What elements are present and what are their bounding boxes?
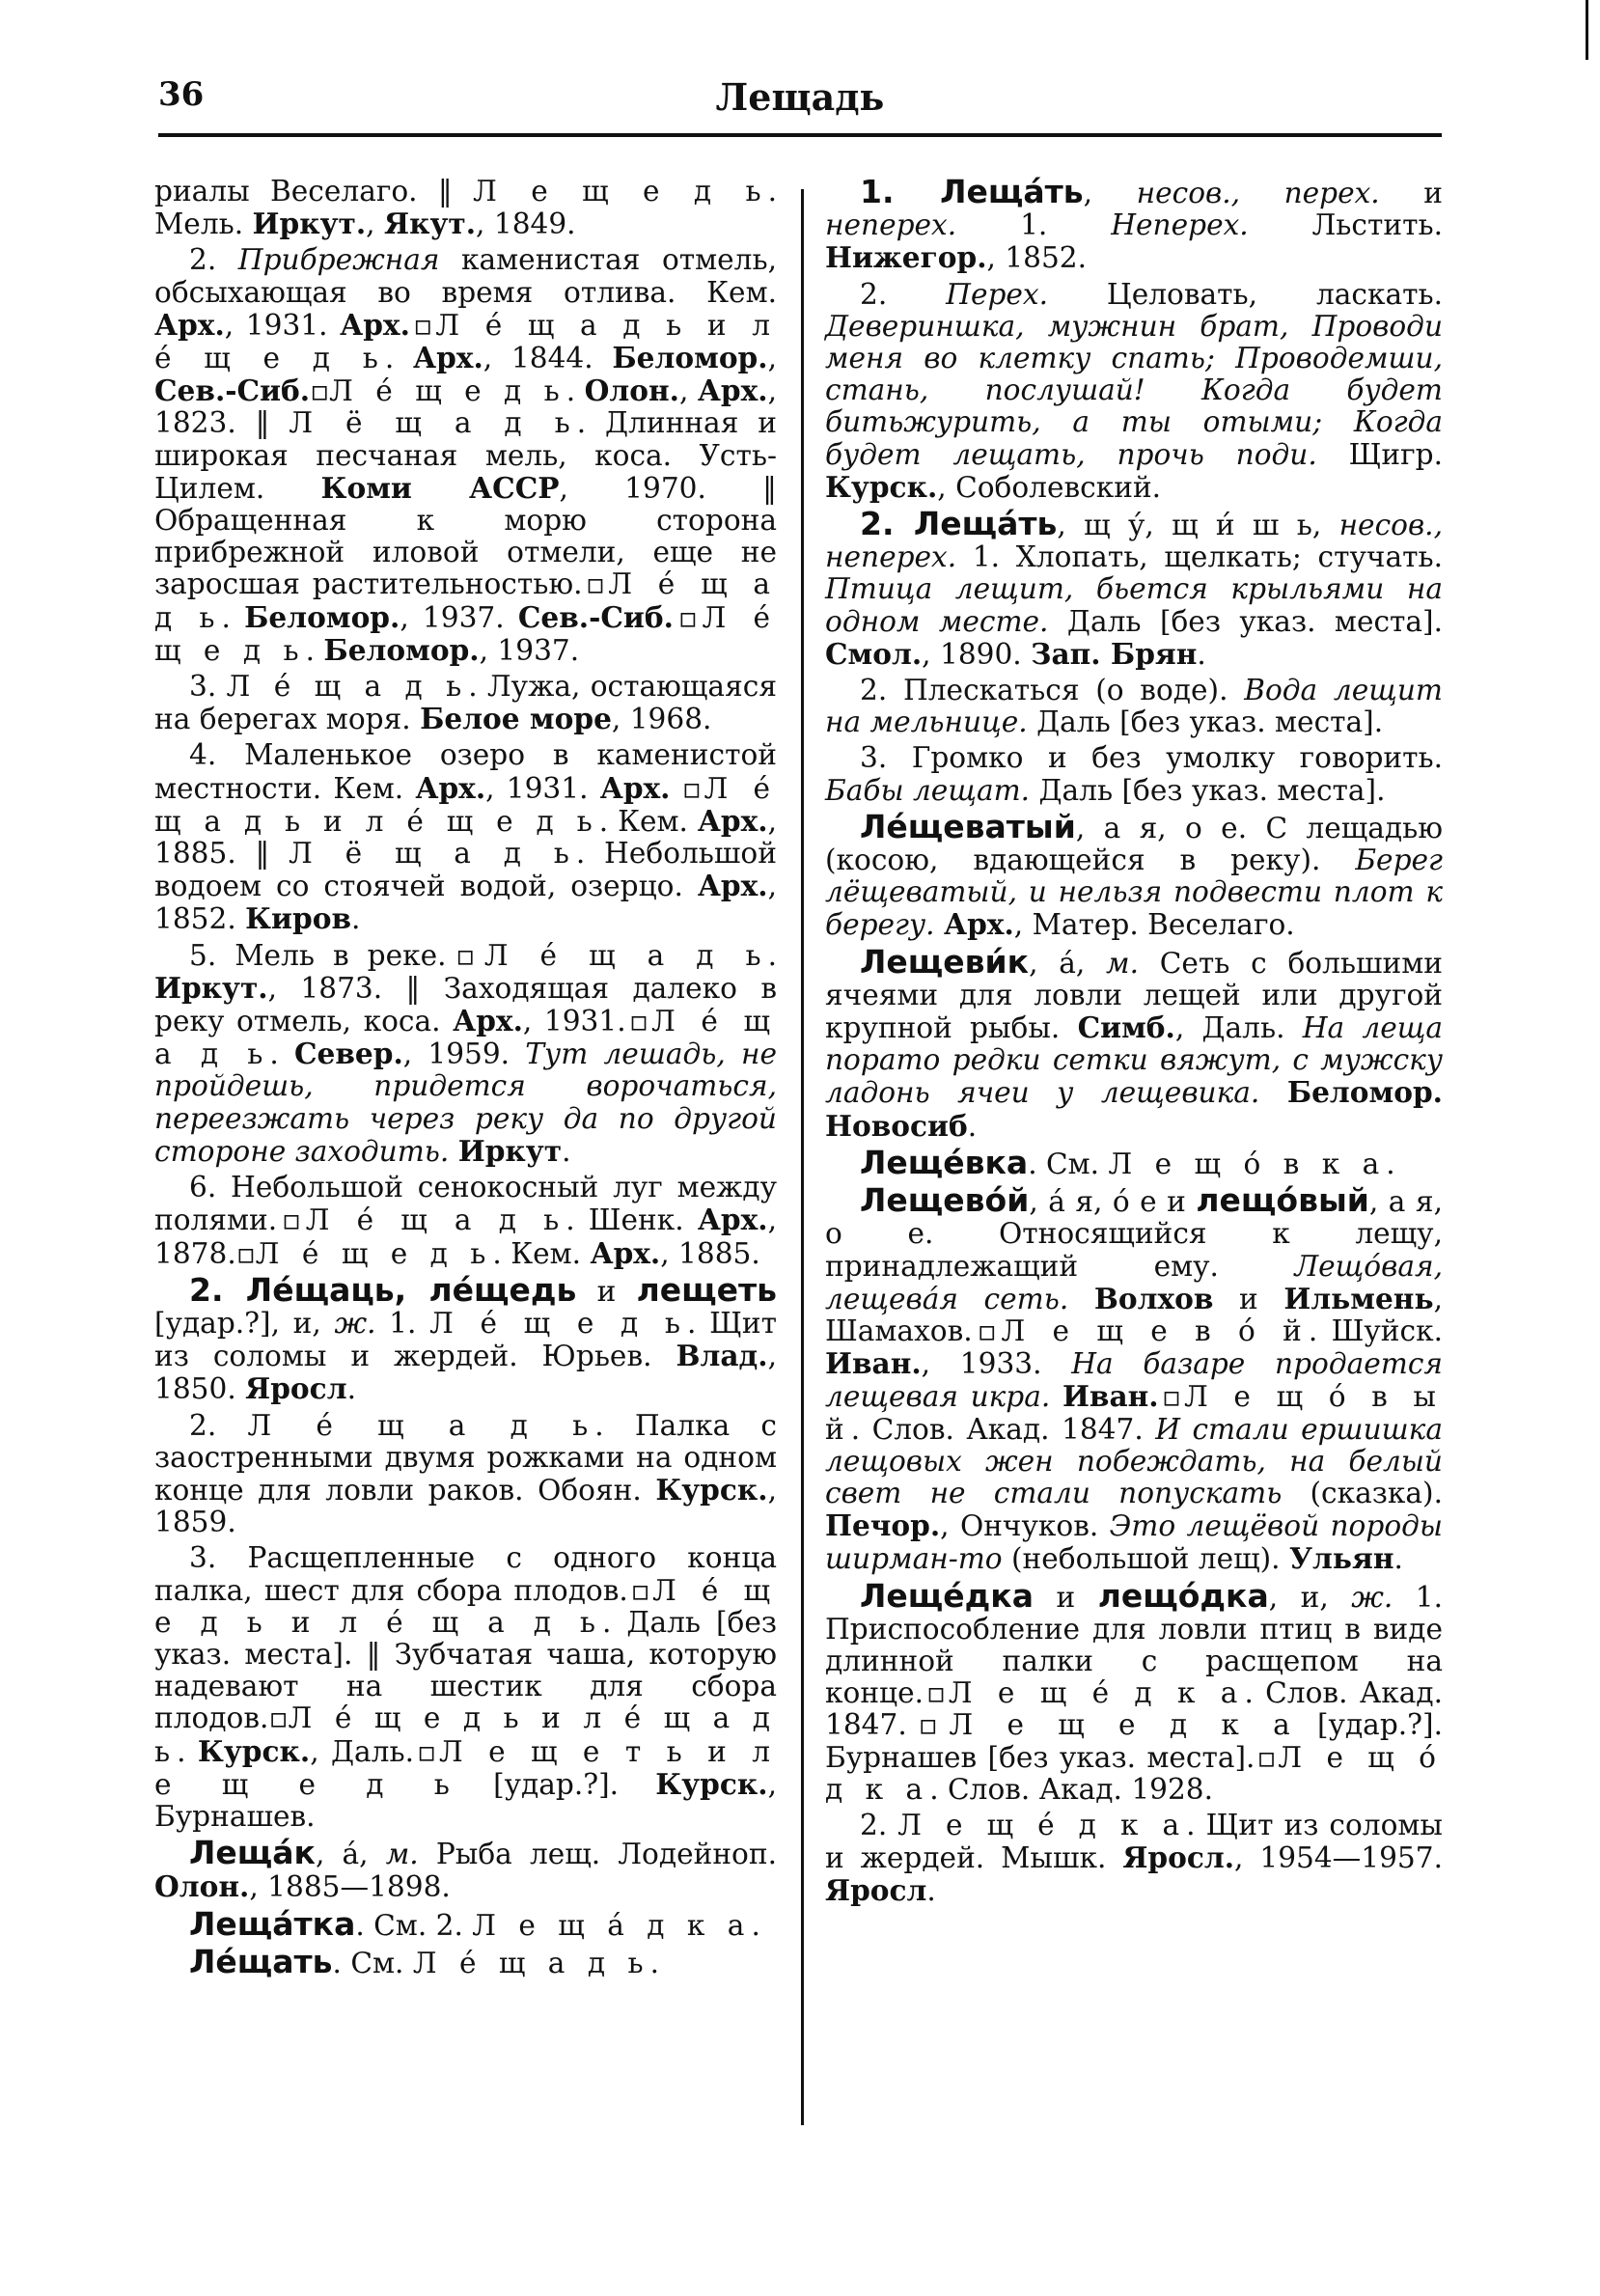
headword: Леще́дка bbox=[860, 1576, 1034, 1615]
text-run: 1. bbox=[375, 1306, 430, 1340]
text-run: . Щит из соломы и жердей. Мышк. bbox=[825, 1808, 1443, 1875]
sense-4 bbox=[154, 739, 777, 935]
spaced-form: Л е́ щ а д ь bbox=[154, 1005, 777, 1071]
source-label: Печор. bbox=[825, 1508, 941, 1543]
text-run: каменистая отмель, обсыхающая во время отлива. Кем. bbox=[154, 243, 777, 309]
source-label: Иркут. bbox=[252, 207, 367, 241]
source-label: Иван. bbox=[1062, 1379, 1159, 1414]
text-run: ▫ bbox=[277, 1203, 306, 1237]
spaced-form: Л е́ щ а д ь и л е́ щ е д ь bbox=[154, 308, 777, 375]
italic-text: На базаре продается лещевая икра. bbox=[825, 1347, 1443, 1414]
source-label: Ульян bbox=[1288, 1541, 1394, 1576]
text-run: , Ончуков. bbox=[940, 1509, 1110, 1543]
text-run: , bbox=[366, 207, 384, 241]
text-run: ▫ bbox=[446, 938, 484, 972]
text-run: , щ у́, щ и́ ш ь, bbox=[1057, 509, 1339, 542]
entry-leshchevik bbox=[825, 942, 1443, 1143]
text-run: . bbox=[1393, 1542, 1403, 1576]
text-run: , а́, bbox=[315, 1838, 386, 1871]
headword: Ле́щеватый bbox=[860, 807, 1076, 845]
source-label: Арх. bbox=[697, 869, 768, 903]
text-run: ▫ bbox=[268, 1701, 289, 1735]
source-label: Иван. bbox=[825, 1346, 922, 1381]
italic-text: Неперех. bbox=[1111, 208, 1249, 242]
text-run: . Кем. bbox=[492, 1236, 591, 1270]
text-run: риалы Веселаго. ‖ bbox=[154, 175, 474, 207]
text-run: , 1850. bbox=[154, 1340, 777, 1406]
text-run: ▫ bbox=[627, 1573, 653, 1607]
text-run: 2. Плескаться (о воде). bbox=[860, 674, 1245, 707]
sense-5 bbox=[154, 940, 777, 1168]
text-run: . Лужа, остающаяся на берегах моря. bbox=[154, 670, 777, 736]
text-run: 2. bbox=[189, 1408, 248, 1442]
text-run: , Соболевский. bbox=[937, 470, 1162, 504]
text-run: . bbox=[177, 1734, 198, 1768]
text-run: . Слов. Акад. 1928. bbox=[929, 1772, 1214, 1806]
italic-text: Берег лёщеватый, и нельзя подвести плот к берегу. bbox=[825, 844, 1443, 942]
text-run: 6. Небольшой сенокосный луг между полями. bbox=[154, 1171, 777, 1237]
text-run: и bbox=[1213, 1282, 1284, 1315]
text-run: , 1931. bbox=[522, 1005, 626, 1038]
column-divider bbox=[801, 189, 804, 2125]
spaced-form: Л е́ щ е д ь bbox=[255, 1236, 493, 1270]
text-run: ▫ bbox=[582, 567, 609, 601]
text-run: ▫ bbox=[1255, 1740, 1279, 1774]
source-label: Яросл bbox=[245, 1371, 347, 1406]
left-column bbox=[154, 176, 777, 1983]
source-label: Арх. bbox=[590, 1235, 661, 1270]
text-run: . Длинная и широкая песчаная мель, коса. Усть-Цилем. bbox=[154, 406, 778, 505]
spaced-form: Л е щ е д ь bbox=[473, 175, 768, 207]
text-run: , а я, о е. С лещадью (косою, вдающейся в реку). bbox=[825, 811, 1443, 877]
source-label: Арх. bbox=[340, 307, 410, 342]
entry-leshchat-2-sense-3 bbox=[825, 742, 1443, 806]
text-run: . bbox=[1386, 1147, 1395, 1180]
italic-text: И стали ершишка лещовых жен побеждать, на белый свет не стали попускать bbox=[825, 1412, 1443, 1509]
text-run: . Даль [без указ. места]. ‖ Зубчатая чаша, которую надевают на шестик для сбора плодов. bbox=[154, 1605, 777, 1735]
source-label: Курск. bbox=[197, 1733, 311, 1768]
headword: Лещеви́к bbox=[860, 942, 1030, 981]
italic-text: Птица лещит, бьется крыльями на одном месте. bbox=[825, 572, 1443, 638]
italic-text: м. bbox=[1106, 946, 1139, 980]
page-number: 36 bbox=[158, 75, 205, 114]
text-run: . bbox=[967, 1109, 978, 1143]
headword: лещо́дка bbox=[1097, 1576, 1269, 1615]
source-label: Курск. bbox=[825, 469, 938, 504]
text-run: . Слов. Акад. 1847. bbox=[825, 1676, 1443, 1742]
text-run: . bbox=[346, 1372, 356, 1406]
text-run: 4. Маленькое озеро в каменистой местности. Кем. bbox=[154, 738, 777, 805]
text-run: , 1885—1898. bbox=[249, 1870, 451, 1904]
spaced-form: Л е́ щ е д ь bbox=[329, 374, 566, 408]
text-run: Сеть с большими ячеями для ловли лещей или другой крупной рыбы. bbox=[825, 946, 1443, 1045]
sense-2 bbox=[154, 244, 777, 667]
text-run: , bbox=[1083, 177, 1137, 209]
text-run: 1. bbox=[956, 208, 1112, 242]
spaced-form: Л е щ е́ д к а bbox=[948, 1676, 1245, 1710]
text-run: , Матер. Веселаго. bbox=[1013, 908, 1295, 942]
source-label: Арх. bbox=[697, 373, 768, 408]
text-run: . Кем. bbox=[598, 804, 698, 838]
text-run: , 1873. ‖ Заходящая далеко в реку отмель, коса. bbox=[154, 971, 777, 1038]
source-label: Ильмень bbox=[1283, 1281, 1434, 1315]
text-run: , 1937. bbox=[400, 600, 518, 634]
headword: лещеть bbox=[636, 1270, 777, 1309]
text-run: Рыба лещ. Лодейноп. bbox=[418, 1838, 777, 1871]
entry-leshchat-2-sense-2 bbox=[825, 675, 1443, 738]
italic-text: Бабы лещат. bbox=[825, 773, 1031, 807]
text-run: 3. Громко и без умолку говорить. bbox=[860, 741, 1443, 775]
italic-text: Девериншка, мужнин брат, Проводи меня во клетку спать; Проводемши, стань, послушай! Когда будет битьжурить, а ты отыми; Когда будет лещать, прочь поди. bbox=[825, 309, 1443, 471]
text-run bbox=[1068, 1283, 1094, 1315]
spaced-form: Л е́ щ а д ь bbox=[247, 1408, 595, 1442]
text-run: Даль [без указ. места]. bbox=[1027, 705, 1384, 739]
headword: лещо́вый bbox=[1196, 1181, 1369, 1220]
source-label: Беломор. bbox=[323, 632, 480, 667]
text-run: 2. bbox=[860, 1808, 898, 1841]
spaced-form: Л е́ щ а д ь bbox=[305, 1203, 566, 1237]
italic-text: Перех. bbox=[946, 277, 1049, 311]
sense-3 bbox=[154, 671, 777, 735]
source-label: Волхов bbox=[1093, 1281, 1214, 1315]
text-run: . bbox=[1197, 637, 1206, 671]
headword: 2. Леща́ть bbox=[860, 505, 1058, 543]
text-run: и bbox=[576, 1274, 637, 1308]
source-label: Арх. bbox=[697, 1203, 768, 1237]
spaced-form: Л е щ е д к а bbox=[949, 1708, 1297, 1742]
text-run: , bbox=[678, 374, 698, 408]
text-run: ▫ bbox=[1158, 1380, 1185, 1414]
text-run: Даль [без указ. места]. bbox=[1048, 604, 1444, 638]
page-edge-mark bbox=[1586, 0, 1588, 60]
spaced-form: Л ё щ а д ь bbox=[289, 406, 577, 440]
spaced-form: Л ё щ а д ь bbox=[289, 837, 576, 871]
source-label: Сев.-Сиб. bbox=[154, 373, 311, 408]
source-label: Курск. bbox=[655, 1766, 768, 1801]
continuation bbox=[154, 176, 777, 240]
text-run: . bbox=[562, 1134, 571, 1168]
spaced-form: Л е́ щ а д ь bbox=[412, 1946, 650, 1979]
italic-text: Это лещёвой породы ширман-то bbox=[825, 1509, 1443, 1576]
text-run: , Шамахов. bbox=[825, 1282, 1443, 1347]
text-run: ▫ bbox=[310, 374, 330, 408]
text-run: , bbox=[767, 342, 777, 375]
source-label: Яросл bbox=[825, 1873, 927, 1908]
source-label: Нижегор. bbox=[825, 240, 987, 275]
headword: Ле́щать bbox=[189, 1942, 333, 1980]
text-run: ▫ bbox=[924, 1676, 949, 1710]
entry-leshchevoi bbox=[825, 1181, 1443, 1576]
text-run: , 1937. bbox=[479, 633, 580, 667]
text-run: (сказка). bbox=[1282, 1476, 1443, 1509]
source-label: Влад. bbox=[676, 1339, 768, 1373]
entry-leshchak bbox=[154, 1834, 777, 1904]
text-run: ▫ bbox=[972, 1314, 1002, 1347]
text-run: Целовать, ласкать. bbox=[1048, 277, 1443, 311]
source-label: Арх. bbox=[413, 341, 483, 375]
text-run: ▫ bbox=[673, 600, 703, 634]
header-rule bbox=[158, 133, 1442, 137]
text-run bbox=[1259, 1076, 1286, 1109]
headword: Лещево́й bbox=[860, 1181, 1030, 1220]
text-run: . Палка с заостренными двумя рожками на одном конце для ловли раков. Обоян. bbox=[154, 1408, 777, 1507]
text-run: ▫ bbox=[625, 1005, 652, 1038]
text-run: , а́ я, о́ е и bbox=[1029, 1185, 1197, 1219]
italic-text: На леща порато редки сетки вяжут, с мужску ладонь ячеи у лещевика. bbox=[825, 1011, 1443, 1110]
italic-text: несов., перех. bbox=[1136, 177, 1380, 209]
source-label: Якут. bbox=[383, 207, 477, 241]
source-label: Симб. bbox=[1077, 1010, 1175, 1045]
text-run bbox=[935, 908, 944, 941]
text-run: , 1885. ‖ bbox=[154, 804, 777, 871]
text-run: 3. Расщепленные с одного конца палка, шест для сбора плодов. bbox=[154, 1541, 777, 1607]
text-run: . Мель. bbox=[154, 175, 777, 241]
italic-text: ж. bbox=[334, 1306, 376, 1340]
text-run: , 1852. bbox=[154, 870, 777, 936]
text-run: , 1931. bbox=[224, 308, 341, 342]
text-run: [удар.?]. bbox=[455, 1767, 656, 1801]
source-label: Олон. bbox=[154, 1869, 250, 1904]
source-label: Арх. bbox=[599, 770, 671, 805]
text-run: . bbox=[351, 902, 361, 936]
source-label: Арх. bbox=[944, 907, 1014, 942]
entry-leshchevka bbox=[825, 1143, 1443, 1181]
text-run: 3. bbox=[189, 670, 227, 704]
text-run: , Даль. bbox=[1174, 1011, 1303, 1045]
spaced-form: Л е́ щ е д ь bbox=[429, 1306, 688, 1340]
entry-leshchat bbox=[154, 1942, 777, 1980]
entry-leshchat-2 bbox=[825, 505, 1444, 671]
text-run: и bbox=[1379, 177, 1443, 209]
source-label: Арх. bbox=[415, 770, 486, 805]
spaced-form: Л е́ щ а д ь bbox=[483, 938, 768, 972]
italic-text: ж. bbox=[1351, 1580, 1393, 1614]
page-header bbox=[158, 75, 1442, 133]
text-run: , а́, bbox=[1029, 946, 1107, 980]
text-run: , 1933. bbox=[921, 1347, 1072, 1381]
text-run: ▫ bbox=[906, 1708, 950, 1742]
source-label: Арх. bbox=[697, 803, 768, 838]
italic-text: Лещо́вая, лещевáя сеть. bbox=[825, 1249, 1443, 1315]
spaced-form: Л е щ е т ь и л е щ е д ь bbox=[154, 1734, 777, 1801]
spaced-form: Л е́ щ е д ь и л е́ щ а д ь bbox=[154, 1573, 777, 1639]
headword: Леща́к bbox=[189, 1834, 316, 1872]
text-run: . Небольшой водоем со стоячей водой, озерцо. bbox=[154, 837, 777, 903]
entry-leshchevatyi bbox=[825, 807, 1443, 942]
entry-leshchedka-sense-2 bbox=[825, 1810, 1443, 1908]
text-run: , 1849. bbox=[476, 207, 576, 241]
source-label: Иркут bbox=[457, 1133, 563, 1168]
spaced-form: Л е щ е в о́ й bbox=[1001, 1314, 1309, 1347]
text-run: , Даль. bbox=[310, 1734, 415, 1768]
italic-text: Вода лещит на мельнице. bbox=[825, 674, 1443, 739]
source-label: Курск. bbox=[655, 1472, 768, 1507]
text-run: , 1931. bbox=[485, 771, 600, 805]
spaced-form: Л е́ щ е д ь bbox=[154, 600, 777, 667]
text-run: Льстить. bbox=[1248, 208, 1443, 242]
entry-leshchedka bbox=[825, 1576, 1443, 1806]
text-run: [удар.?]. Бурнашев [без указ. места]. bbox=[825, 1708, 1443, 1774]
source-label: Иркут. bbox=[154, 970, 268, 1005]
text-run: . bbox=[926, 1874, 936, 1908]
text-run: . bbox=[566, 374, 585, 408]
spaced-form: Л е́ щ е д ь и л е́ щ а д ь bbox=[154, 1701, 777, 1768]
text-run: , 1852. bbox=[986, 241, 1088, 275]
text-run: и bbox=[1033, 1580, 1098, 1614]
text-run: . Шуйск. bbox=[1308, 1314, 1443, 1347]
source-label: Беломор. bbox=[612, 341, 768, 375]
text-run: 5. Мель в реке. bbox=[189, 938, 447, 972]
text-run: , 1954—1957. bbox=[1234, 1841, 1443, 1875]
text-run: ▫ bbox=[409, 308, 436, 342]
text-run: ▫ bbox=[670, 771, 704, 805]
spaced-form: Л е́ щ а д ь bbox=[154, 567, 777, 634]
spaced-form: Л е́ щ а д ь bbox=[226, 670, 469, 704]
text-run: . Шенк. bbox=[566, 1203, 698, 1237]
source-label: Коми АССР bbox=[320, 470, 560, 505]
text-run: . См. 2. bbox=[355, 1908, 473, 1942]
text-run: Щигр. bbox=[1316, 437, 1443, 471]
text-run: . bbox=[384, 342, 414, 375]
text-run: 2. bbox=[189, 243, 238, 277]
text-run: , 1823. ‖ bbox=[154, 374, 777, 440]
text-run: . bbox=[269, 1037, 294, 1071]
text-run: . Слов. Акад. 1847. bbox=[850, 1412, 1156, 1446]
italic-text: несов., неперех. bbox=[825, 509, 1443, 574]
text-run: . bbox=[649, 1946, 659, 1979]
spaced-form: Л е щ о́ д к а bbox=[825, 1740, 1443, 1806]
text-run: , 1968. bbox=[611, 703, 712, 736]
source-label: Смол. bbox=[825, 636, 923, 671]
text-run: . bbox=[751, 1908, 760, 1942]
headword: Леще́вка bbox=[860, 1143, 1029, 1181]
text-run: ▫ bbox=[235, 1236, 256, 1270]
italic-text: Прибрежная bbox=[237, 243, 440, 277]
right-column bbox=[825, 173, 1444, 1912]
spaced-form: Л е́ щ а д ь и л е́ щ е д ь bbox=[154, 771, 777, 838]
entry-leshchat-1-sense-2 bbox=[825, 279, 1443, 504]
headword: Леща́тка bbox=[189, 1904, 356, 1943]
source-label: Беломор. Новосиб bbox=[825, 1075, 1443, 1143]
text-run bbox=[449, 1135, 457, 1168]
source-label: Арх. bbox=[154, 307, 225, 342]
headword: 1. Леща́ть bbox=[860, 173, 1084, 210]
text-run: Даль [без указ. места]. bbox=[1030, 773, 1386, 807]
source-label: Беломор. bbox=[244, 599, 400, 634]
running-head: Лещадь bbox=[715, 75, 885, 119]
source-label: Сев.-Сиб. bbox=[517, 599, 674, 634]
text-run bbox=[1050, 1380, 1062, 1413]
text-run: . bbox=[221, 600, 245, 634]
text-run: . См. bbox=[332, 1946, 413, 1979]
text-run: (небольшой лещ). bbox=[1002, 1542, 1289, 1576]
headword: 2. Ле́щаць, ле́щедь bbox=[189, 1270, 577, 1309]
text-run: [удар.?], и, bbox=[154, 1306, 335, 1340]
text-run: , Бурнашев. bbox=[154, 1767, 777, 1833]
entry-leshchatka bbox=[154, 1904, 777, 1943]
text-run: , и, bbox=[1268, 1580, 1352, 1614]
text-run: , 1890. bbox=[922, 637, 1032, 671]
entry-leshchats-sense-3 bbox=[154, 1542, 777, 1833]
text-run: , 1844. bbox=[483, 342, 613, 375]
source-label: Белое море bbox=[420, 702, 612, 736]
entry-leshchats-sense-2 bbox=[154, 1410, 777, 1539]
italic-text: Тут лешадь, не пройдешь, придется ворочаться, переезжать через реку да по другой стороне заходить. bbox=[154, 1037, 777, 1168]
text-run: . bbox=[767, 938, 778, 972]
spaced-form: Л е щ о́ в к а bbox=[1108, 1147, 1387, 1180]
source-label: Зап. Брян bbox=[1031, 636, 1198, 671]
source-label: Олон. bbox=[584, 373, 679, 408]
text-run: . См. bbox=[1028, 1147, 1109, 1180]
sense-6 bbox=[154, 1172, 777, 1270]
entry-leshchats bbox=[154, 1270, 777, 1406]
text-run: , 1859. bbox=[154, 1473, 777, 1539]
italic-text: неперех. bbox=[825, 208, 957, 242]
spaced-form: Л е щ а́ д к а bbox=[472, 1908, 752, 1942]
source-label: Арх. bbox=[453, 1004, 523, 1038]
text-run: , а я, о е. Относящийся к лещу, принадлежащий ему. bbox=[825, 1185, 1443, 1283]
text-run: 1. Хлопать, щелкать; стучать. bbox=[956, 540, 1443, 574]
text-run: 2. bbox=[860, 277, 947, 311]
text-run: , 1885. bbox=[660, 1236, 760, 1270]
text-run: . Щит из соломы и жердей. Юрьев. bbox=[154, 1306, 777, 1373]
source-label: Север. bbox=[293, 1037, 403, 1071]
source-label: Яросл. bbox=[1122, 1840, 1235, 1875]
text-run: , 1959. bbox=[402, 1037, 526, 1071]
text-run: , 1970. ‖ Обращенная к морю сторона прибрежной иловой отмели, еще не заросшая растительностью. bbox=[154, 471, 777, 601]
source-label: Киров bbox=[245, 901, 352, 936]
text-run: 1. Приспособление для ловли птиц в виде длинной палки с расщепом на конце. bbox=[825, 1580, 1443, 1710]
entry-leshchat-1 bbox=[825, 173, 1443, 275]
spaced-form: Л е щ о́ в ы й bbox=[825, 1380, 1443, 1446]
text-run: ▫ bbox=[414, 1734, 440, 1768]
spaced-form: Л е щ е́ д к а bbox=[897, 1808, 1187, 1841]
text-run: . bbox=[305, 633, 324, 667]
italic-text: м. bbox=[385, 1838, 419, 1871]
text-run: , 1878. bbox=[154, 1203, 777, 1270]
